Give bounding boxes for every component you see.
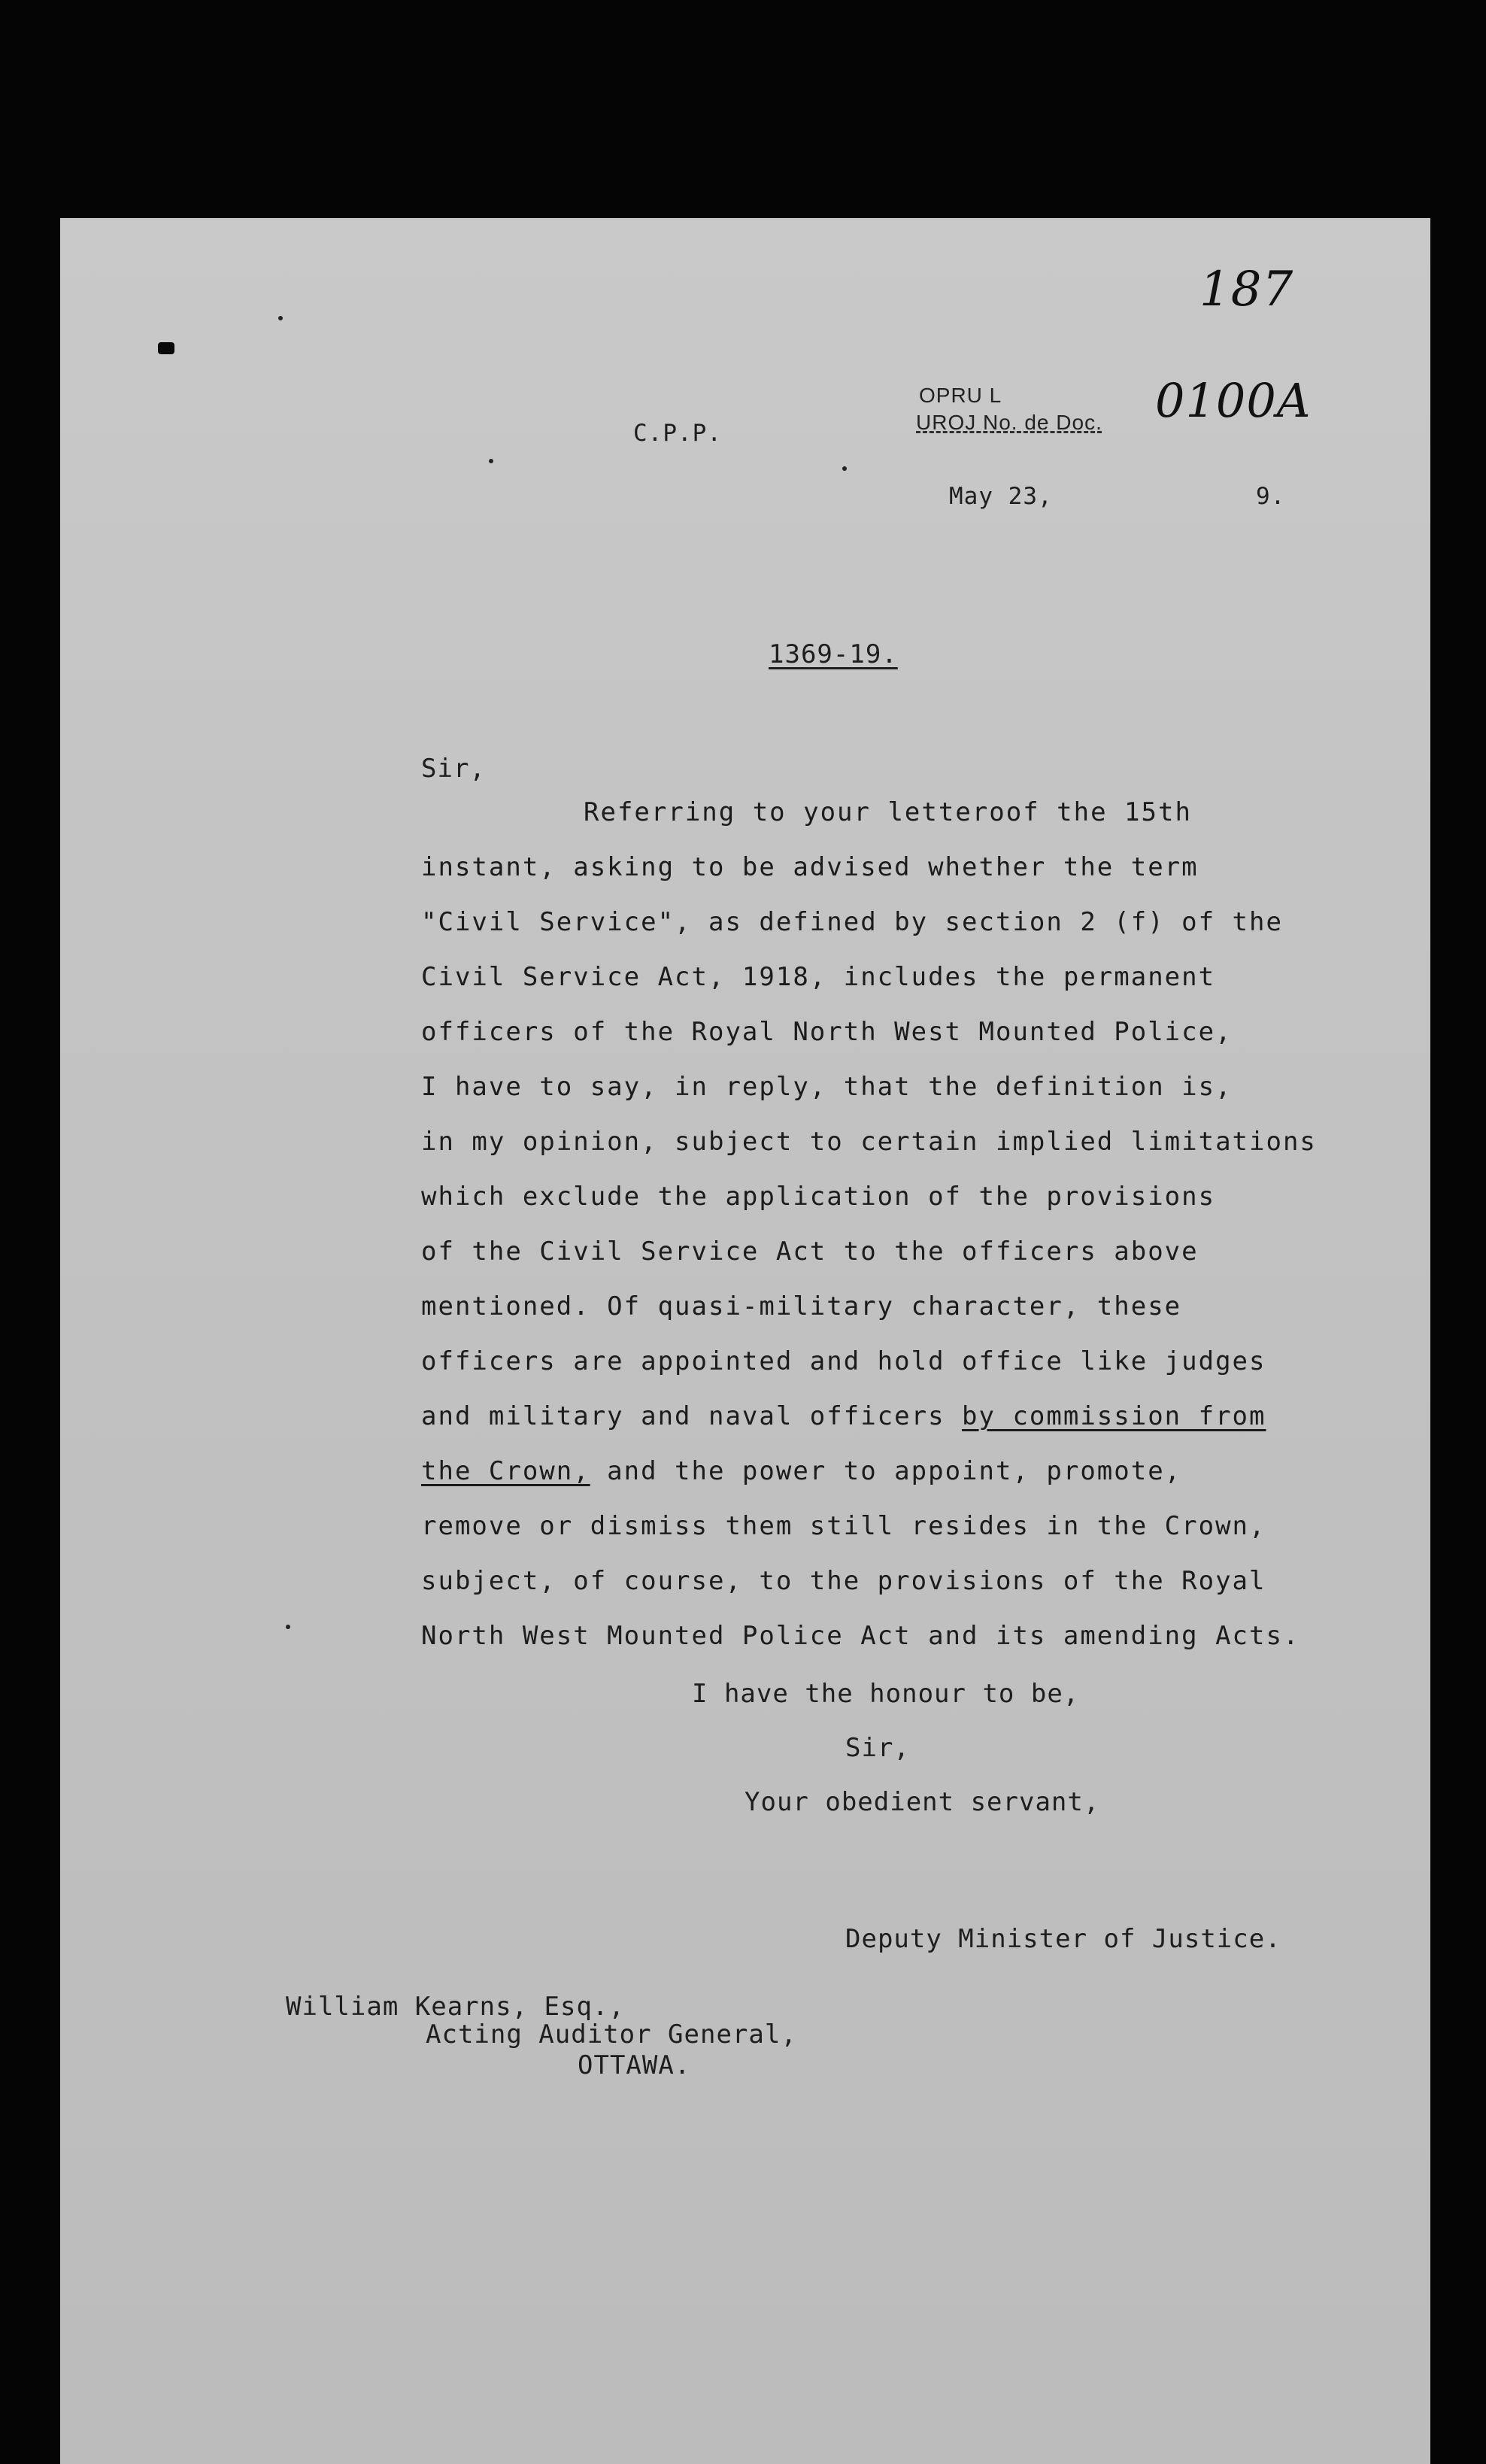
body-line: [421, 1456, 1181, 1486]
body-line: subject, of course, to the provisions of the Royal: [421, 1566, 1266, 1596]
folio-number: 187: [1199, 262, 1294, 317]
letter-date: May 23,: [949, 483, 1053, 510]
salutation: Sir,: [421, 754, 486, 784]
body-line: [421, 1401, 1266, 1431]
body-line: Civil Service Act, 1918, includes the permanent: [421, 962, 1216, 992]
file-number: 1369-19.: [769, 639, 898, 669]
body-line: which exclude the application of the provisions: [421, 1182, 1216, 1212]
underlined-phrase: the Crown,: [421, 1456, 590, 1486]
speck: [286, 1625, 290, 1629]
signature-title: Deputy Minister of Justice.: [845, 1924, 1281, 1954]
addressee-city: OTTAWA.: [578, 2050, 691, 2080]
body-line: instant, asking to be advised whether the term: [421, 852, 1199, 882]
body-text: and the power to appoint, promote,: [590, 1456, 1182, 1486]
closing-servant: Your obedient servant,: [745, 1787, 1100, 1817]
addressee-name: William Kearns, Esq.,: [286, 1992, 625, 2022]
body-line: of the Civil Service Act to the officers above: [421, 1237, 1199, 1267]
speck: [489, 459, 493, 463]
body-line: Referring to your letteroof the 15th: [584, 797, 1192, 827]
speck: [842, 466, 847, 471]
body-text: and military and naval officers: [421, 1401, 963, 1431]
letter-date-year: 9.: [1256, 483, 1286, 510]
speck: [278, 316, 283, 320]
archive-stamp-line1: OPRU L: [919, 384, 1002, 407]
letter-page: [60, 218, 1430, 2464]
body-line: "Civil Service", as defined by section 2 (f) of the: [421, 907, 1283, 937]
archive-stamp-line2: UROJ No. de Doc.: [916, 411, 1102, 434]
body-line: I have to say, in reply, that the definition is,: [421, 1072, 1233, 1102]
body-line: mentioned. Of quasi-military character, these: [421, 1291, 1182, 1322]
body-line: officers of the Royal North West Mounted Police,: [421, 1017, 1233, 1047]
closing-honour: I have the honour to be,: [692, 1679, 1080, 1709]
document-code: 0100A: [1155, 373, 1312, 428]
body-line: in my opinion, subject to certain implied limitations: [421, 1127, 1317, 1157]
body-line: North West Mounted Police Act and its amending Acts.: [421, 1621, 1300, 1651]
header-initials: C.P.P.: [633, 420, 722, 447]
addressee-title: Acting Auditor General,: [426, 2019, 797, 2050]
closing-sir: Sir,: [845, 1733, 910, 1763]
punch-hole: [158, 342, 174, 354]
body-line: officers are appointed and hold office like judges: [421, 1346, 1266, 1376]
body-line: remove or dismiss them still resides in the Crown,: [421, 1511, 1266, 1541]
underlined-phrase: by commission from: [962, 1401, 1266, 1431]
